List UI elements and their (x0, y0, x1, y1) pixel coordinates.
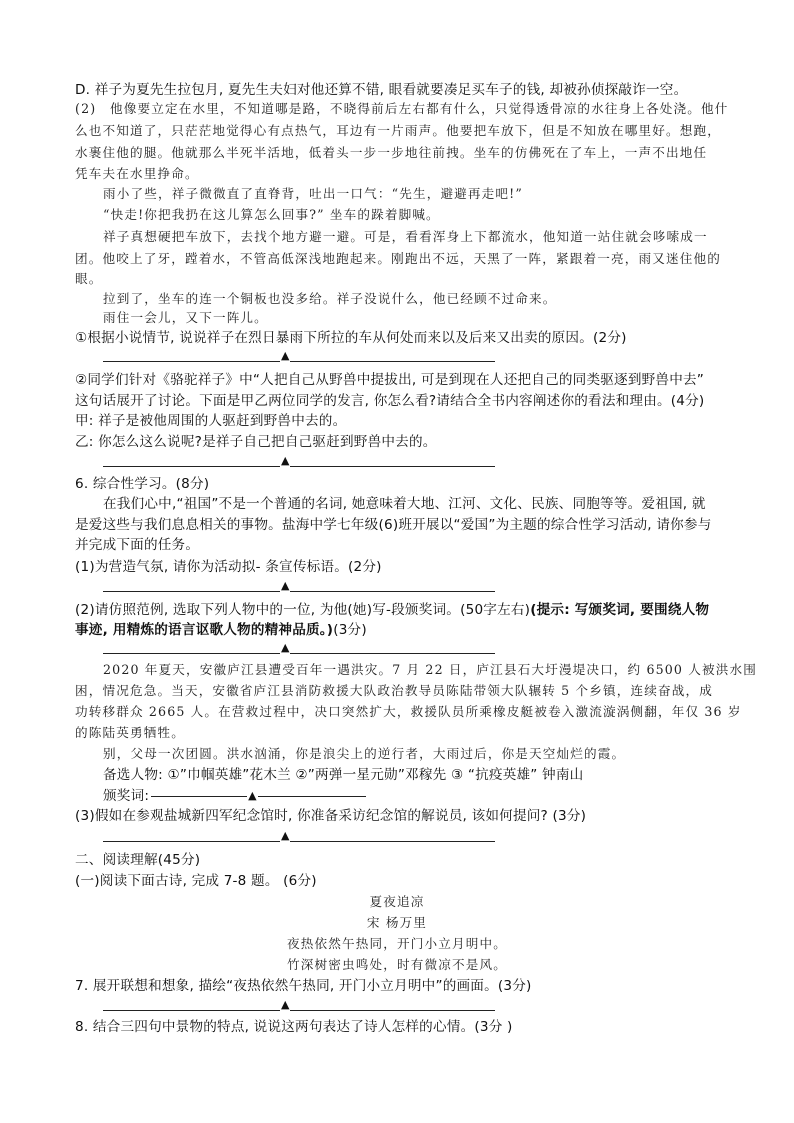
answer-marker: ▲ (281, 829, 290, 842)
question-6-1: (1)为营造气氛, 请你为活动拟- 条宣传标语。(2分) (75, 559, 382, 575)
example-text: 困，情况危急。当天，安徽省庐江县消防救援大队政治教导员陈陆带领大队辗转 5 个乡镇，连续奋战，成 (75, 683, 713, 698)
excerpt-line: 么也不知道了，只茫茫地觉得心有点热气，耳边有一片雨声。他要把车放下，但是不知放在哪里好。想跑， (75, 123, 721, 138)
award-field: 颁奖词: ▲ (103, 786, 368, 806)
excerpt-line: 雨住一会儿，又下一阵儿。 (103, 310, 268, 325)
section-heading: 二、阅读理解(45分) (75, 852, 201, 868)
answer-marker: ▲ (281, 579, 290, 592)
question-6-3: (3)假如在参观盐城新四军纪念馆时, 你准备采访纪念馆的解说员, 该如何提问? (3分) (75, 808, 587, 824)
question-5-2: 这句话展开了讨论。下面是甲乙两位同学的发言, 你怎么看?请结合全书内容阐述你的看法和理由。(4分) (75, 393, 705, 409)
option-d: D. 祥子为夏先生拉包月, 夏先生夫妇对他还算不错, 眼看就要凑足买车子的钱, 却被孙侦探敲诈一空。 (75, 82, 688, 98)
example-text: 的陈陆英勇牺牲。 (75, 725, 185, 740)
excerpt-line: 祥子真想硬把车放下，去找个地方避一避。可是，看看浑身上下都流水，他知道一站住就会哆嗦成一 (103, 229, 708, 244)
excerpt-line: 眼。 (75, 271, 103, 286)
poem-title: 夏夜追凉 (369, 894, 425, 909)
poem-line: 夜热依然午热同，开门小立月明中。 (287, 936, 507, 951)
answer-line[interactable] (103, 997, 495, 1017)
answer-marker: ▲ (281, 641, 290, 654)
example-text: 功转移群众 2665 人。在营救过程中，决口突然扩大，救援队员所乘橡皮艇被卷入激流漩涡侧翻，年仅 36 岁 (75, 704, 742, 719)
excerpt-line: 水裹住他的腿。他就那么半死半活地，低着头一步一步地往前拽。坐车的仿佛死在了车上，一声不出地任 (75, 145, 708, 160)
answer-line[interactable] (103, 348, 495, 368)
question-7: 7. 展开联想和想象, 描绘“夜热依然午热同, 开门小立月明中”的画面。(3分) (75, 978, 532, 994)
answer-marker: ▲ (281, 998, 290, 1011)
answer-marker: ▲ (248, 788, 257, 802)
answer-marker: ▲ (281, 349, 290, 362)
excerpt-line: 团。他咬上了牙，蹚着水，不管高低深浅地跑起来。刚跑出不远，天黑了一阵，紧跟着一亮，雨又迷住他的 (75, 251, 721, 266)
hint: 事迹, 用精炼的语言讴歌人物的精神品质。) (75, 622, 334, 638)
example-text: 2020 年夏天，安徽庐江县遭受百年一遇洪灾。7 月 22 日，庐江县石大圩漫堤决口，约 6500 人被洪水围 (103, 662, 757, 677)
poem-author: 宋 杨万里 (366, 915, 428, 930)
hint: (提示: 写颁奖词, 要围绕人物 (530, 602, 710, 618)
question-8: 8. 结合三四句中景物的特点, 说说这两句表达了诗人怎样的心情。(3分 ) (75, 1019, 513, 1035)
answer-line[interactable] (103, 828, 495, 848)
excerpt-line: (2) 他像要立定在水里，不知道哪是路，不晓得前后左右都有什么，只觉得透骨凉的水往身上各处浇。他什 (75, 101, 729, 116)
question-5-1: ①根据小说情节, 说说祥子在烈日暴雨下所拉的车从何处而来以及后来又出卖的原因。(2分) (75, 330, 627, 346)
answer-marker: ▲ (281, 454, 290, 467)
candidate-list: 备选人物: ①”巾帼英雄”花木兰 ②”两弹一星元勋”邓稼先 ③ “抗疫英雄” 钟南山 (103, 767, 584, 783)
question-6-2: 事迹, 用精炼的语言讴歌人物的精神品质。)(3分) (75, 622, 367, 638)
question-6: 6. 综合性学习。(8分) (75, 476, 210, 492)
excerpt-line: 雨小了些，祥子微微直了直脊背，吐出一口气：“先生，避避再走吧!” (103, 186, 523, 201)
question-6-intro: 是爱这些与我们息息相关的事物。盐海中学七年级(6)班开展以“爱国”为主题的综合性学习活动, 请你参与 (75, 517, 712, 533)
answer-line[interactable] (103, 453, 495, 473)
question-5-2: ②同学们针对《骆驼祥子》中“人把自己从野兽中提拔出, 可是到现在人还把自己的同类驱逐到野兽中去” (75, 372, 705, 388)
excerpt-line: “快走!你把我扔在这儿算怎么回事?” 坐车的跺着脚喊。 (103, 207, 440, 222)
excerpt-line: 拉到了，坐车的连一个铜板也没多给。祥子没说什么，他已经顾不过命来。 (103, 291, 557, 306)
question-6-intro: 在我们心中,“祖国”不是一个普通的名词, 她意味着大地、江河、文化、民族、同胞等等。爱祖国, 就 (103, 496, 706, 512)
statement-yi: 乙: 你怎么这么说呢?是祥子自己把自己驱赶到野兽中去的。 (75, 434, 437, 450)
subsection-heading: (一)阅读下面古诗, 完成 7-8 题。 (6分) (75, 873, 317, 889)
answer-line[interactable] (103, 640, 495, 660)
poem-line: 竹深树密虫鸣处，时有微凉不是风。 (287, 957, 507, 972)
example-text: 别，父母一次团圆。洪水汹涌，你是浪尖上的逆行者，大雨过后，你是天空灿烂的霞。 (103, 746, 626, 761)
question-6-2: (2)请仿照范例, 选取下列人物中的一位, 为他(她)写-段颁奖词。(50字左右)(提示: 写颁奖词, 要围绕人物 (75, 602, 710, 618)
excerpt-line: 凭车夫在水里挣命。 (75, 166, 199, 181)
answer-line[interactable] (103, 578, 495, 598)
statement-jia: 甲: 祥子是被他周围的人驱赶到野兽中去的。 (75, 413, 347, 429)
question-6-intro: 并完成下面的任务。 (75, 537, 200, 553)
